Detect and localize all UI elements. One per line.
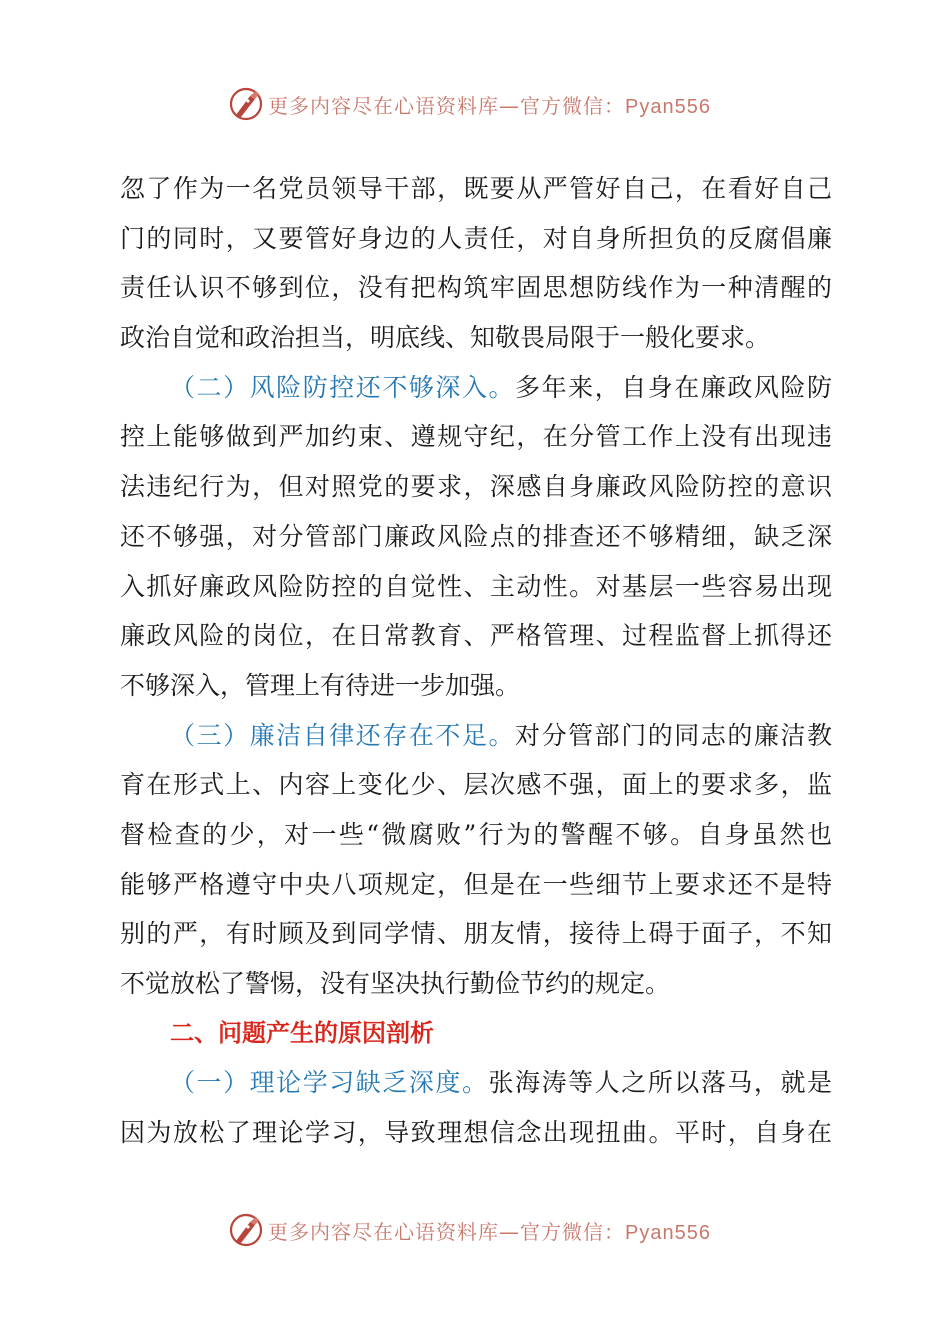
text-line xyxy=(120,1058,832,1108)
header-banner xyxy=(228,84,711,124)
paragraph-theory-study xyxy=(120,1058,832,1157)
text-line: 督检查的少，对一些“微腐败”行为的警醒不够。自身虽然也 xyxy=(120,819,832,849)
text-line xyxy=(120,363,832,413)
text-line: 入抓好廉政风险防控的自觉性、主动性。对基层一些容易出现 xyxy=(120,571,832,601)
banner-slogan: 更多内容尽在心语资料库—官方微信： xyxy=(268,1219,625,1244)
wechat-account: Pyan556 xyxy=(625,1221,711,1244)
banner-text xyxy=(268,1216,711,1245)
text-run: 多年来，自身在廉政风险防 xyxy=(515,372,832,402)
text-line: 别的严，有时顾及到同学情、朋友情，接待上碍于面子，不知 xyxy=(120,919,832,949)
paragraph-continuation xyxy=(120,164,832,363)
paragraph-integrity xyxy=(120,711,832,1009)
subheading-integrity: （三）廉洁自律还存在不足。 xyxy=(170,720,516,750)
text-line: 控上能够做到严加约束、遵规守纪，在分管工作上没有出现违 xyxy=(120,422,832,452)
text-line xyxy=(120,711,832,761)
subheading-risk-control: （二）风险防控还不够深入。 xyxy=(170,372,516,402)
text-line: 还不够强，对分管部门廉政风险点的排查还不够精细，缺乏深 xyxy=(120,521,832,551)
text-line: 忽了作为一名党员领导干部，既要从严管好自己，在看好自己 xyxy=(120,174,832,203)
text-line: 不够深入，管理上有待进一步加强。 xyxy=(120,670,521,700)
footer-banner xyxy=(228,1210,711,1250)
text-line: 法违纪行为，但对照党的要求，深感自身廉政风险防控的意识 xyxy=(120,472,832,502)
text-line: 廉政风险的岗位，在日常教育、严格管理、过程监督上抓得还 xyxy=(120,621,832,651)
banner-slogan: 更多内容尽在心语资料库—官方微信： xyxy=(268,93,625,118)
text-line: 能够严格遵守中央八项规定，但是在一些细节上要求还不是特 xyxy=(120,869,832,899)
document-body xyxy=(120,164,832,1158)
banner-text xyxy=(268,90,711,119)
text-line: 育在形式上、内容上变化少、层次感不强，面上的要求多，监 xyxy=(120,770,832,800)
pen-nib-logo-icon xyxy=(228,1212,264,1248)
paragraph-risk-control xyxy=(120,363,832,711)
subheading-theory-study: （一）理论学习缺乏深度。 xyxy=(170,1068,489,1098)
text-line: 因为放松了理论学习，导致理想信念出现扭曲。平时，自身在 xyxy=(120,1118,832,1148)
text-run: 对分管部门的同志的廉洁教 xyxy=(515,720,832,750)
text-line: 门的同时，又要管好身边的人责任，对自身所担负的反腐倡廉 xyxy=(120,223,832,253)
text-line: 责任认识不够到位，没有把构筑牢固思想防线作为一种清醒的 xyxy=(120,273,832,303)
text-line: 不觉放松了警惕，没有坚决执行勤俭节约的规定。 xyxy=(120,969,671,998)
wechat-account: Pyan556 xyxy=(625,95,711,118)
text-run: 张海涛等人之所以落马，就是 xyxy=(488,1068,832,1098)
text-line: 政治自觉和政治担当，明底线、知敬畏局限于一般化要求。 xyxy=(120,323,771,353)
pen-nib-logo-icon xyxy=(228,86,264,122)
section-title: 二、问题产生的原因剖析 xyxy=(170,1018,434,1047)
